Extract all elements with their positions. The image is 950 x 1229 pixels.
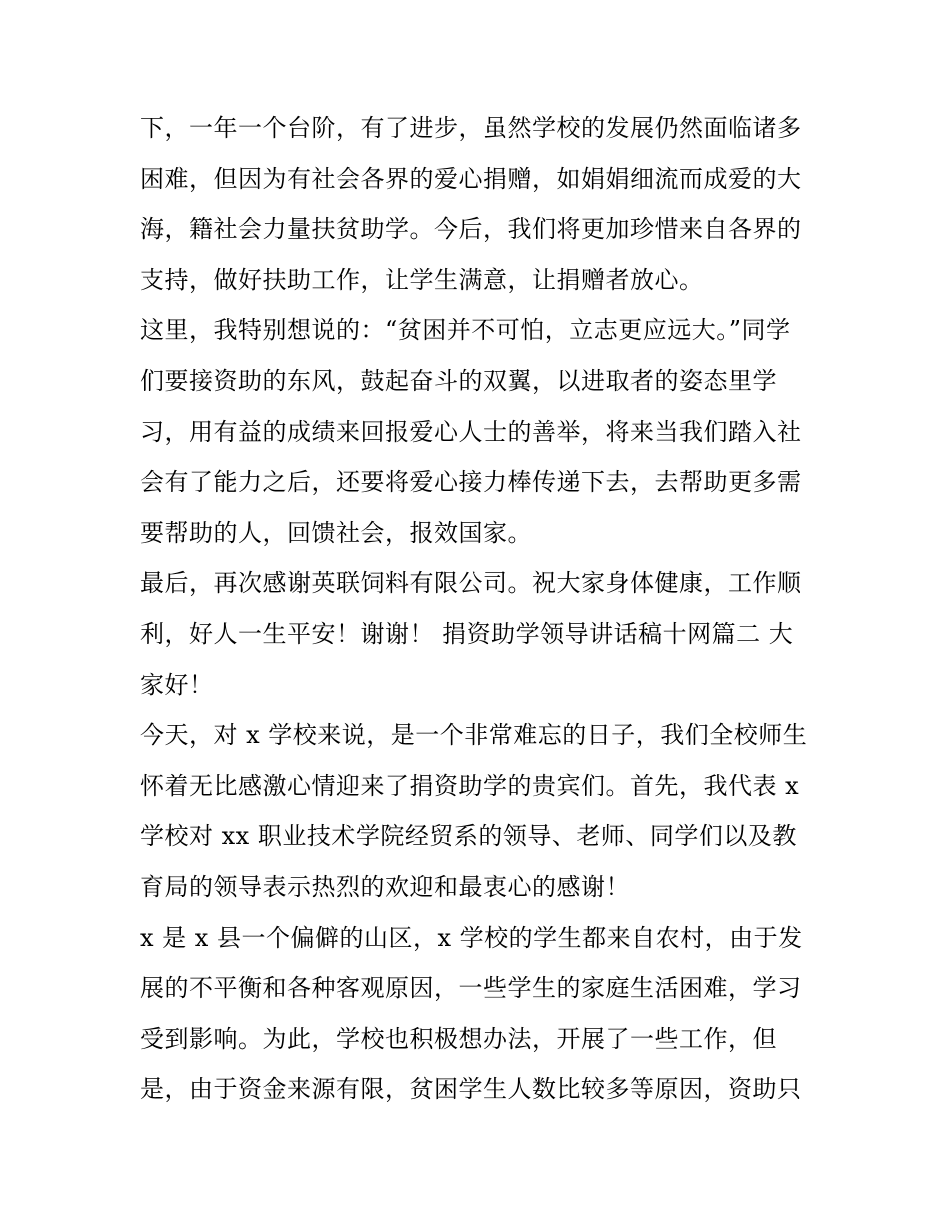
text-line: x 是 x 县一个偏僻的山区，x 学校的学生都来自农村，由于发 [140,923,803,952]
text-line: 下，一年一个台阶，有了进步，虽然学校的发展仍然面临诸多 [140,114,802,142]
text-line: 会有了能力之后，还要将爱心接力棒传递下去，去帮助更多需 [140,468,802,497]
text-line: 今天，对 x 学校来说，是一个非常难忘的日子，我们全校师生 [140,721,808,750]
text-line: 受到影响。为此，学校也积极想办法，开展了一些工作，但 [140,1024,777,1053]
text-line: 展的不平衡和各种客观原因，一些学生的家庭生活困难，学习 [140,974,802,1003]
body-text [140,103,820,1115]
text-line: 怀着无比感激心情迎来了捐资助学的贵宾们。首先，我代表 x [140,771,800,800]
text-line: 育局的领导表示热烈的欢迎和最衷心的感谢！ [140,872,630,901]
text-line: 利，好人一生平安！谢谢！ 捐资助学领导讲话稿十网篇二 大 [140,619,794,648]
text-line: 习，用有益的成绩来回报爱心人士的善举，将来当我们踏入社 [140,417,802,446]
text-line: 这里，我特别想说的：“贫困并不可怕，立志更应远大。”同学 [140,316,791,345]
text-line: 要帮助的人，回馈社会，报效国家。 [140,518,532,547]
text-line: 学校对 xx 职业技术学院经贸系的领导、老师、同学们以及教 [140,822,797,851]
text-line: 海，籍社会力量扶贫助学。今后，我们将更加珍惜来自各界的 [140,215,802,244]
text-line: 是，由于资金来源有限，贫困学生人数比较多等原因，资助只 [140,1075,802,1104]
text-line: 最后，再次感谢英联饲料有限公司。祝大家身体健康，工作顺 [140,569,802,598]
text-line: 支持，做好扶助工作，让学生满意，让捐赠者放心。 [140,265,704,294]
text-line: 困难，但因为有社会各界的爱心捐赠，如娟娟细流而成爱的大 [140,164,802,193]
text-line: 家好！ [140,670,214,699]
text-line: 们要接资助的东风，鼓起奋斗的双翼，以进取者的姿态里学 [140,366,777,395]
